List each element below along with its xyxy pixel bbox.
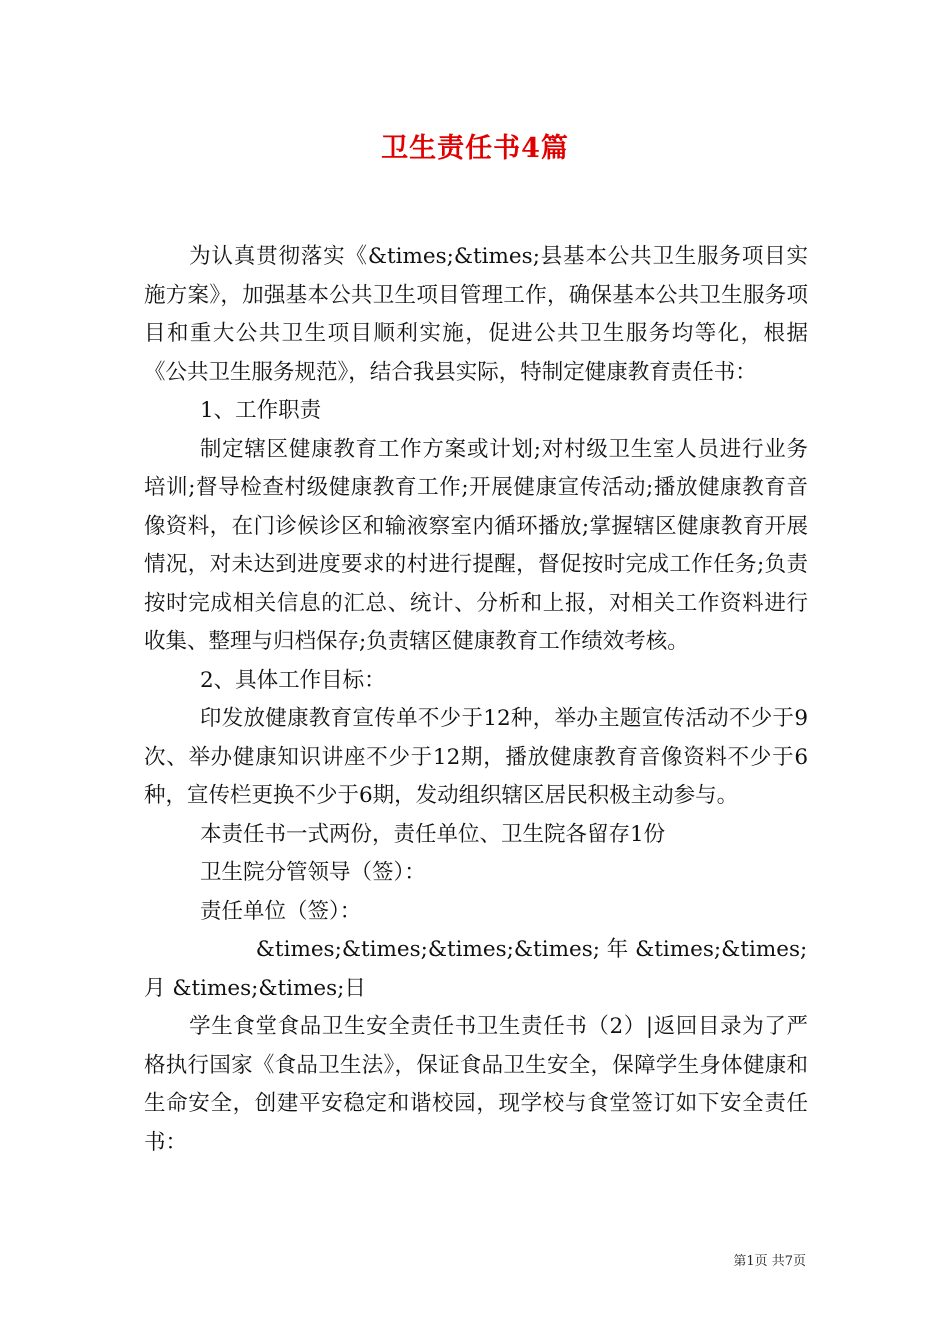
section-heading-targets: 2、具体工作目标：: [200, 667, 386, 693]
section-heading-duties: 1、工作职责: [200, 398, 322, 423]
page-number: 第1页 共7页: [733, 1254, 806, 1269]
next-section-paragraph: 学生食堂食品卫生安全责任书卫生责任书（2）|返回目录为了严格执行国家《食品卫生法》，保证食品卫生安全，保障学生身体健康和生命安全，创建平安稳定和谐校园，现学校与食堂签订如下安全责任书：: [144, 1014, 808, 1155]
document-title: 卫生责任书4篇: [381, 133, 569, 164]
unit-signature-line: 责任单位（签）：: [200, 898, 362, 924]
copies-note: 本责任书一式两份，责任单位、卫生院各留存1份: [200, 821, 666, 847]
duties-paragraph: 制定辖区健康教育工作方案或计划;对村级卫生室人员进行业务培训;督导检查村级健康教育工作;开展健康宣传活动;播放健康教育音像资料，在门诊候诊区和输液察室内循环播放;掌握辖区健康教育开展情况，对未达到进度要求的村进行提醒，督促按时完成工作任务;负责按时完成相关信息的汇总、统计、分析和上报，对相关工作资料进行收集、整理与归档保存;负责辖区健康教育工作绩效考核。: [144, 436, 808, 654]
intro-paragraph: 为认真贯彻落实《&times;&times;县基本公共卫生服务项目实施方案》，加强基本公共卫生项目管理工作，确保基本公共卫生服务项目和重大公共卫生项目顺利实施，促进公共卫生服务均等化，根据《公共卫生服务规范》，结合我县实际，特制定健康教育责任书：: [144, 244, 808, 385]
targets-paragraph: 印发放健康教育宣传单不少于12种，举办主题宣传活动不少于9次、举办健康知识讲座不少于12期，播放健康教育音像资料不少于6种，宣传栏更换不少于6期，发动组织辖区居民积极主动参与。: [144, 706, 808, 808]
date-line: &times;&times;&times;&times; 年 &times;&times; 月 &times;&times;日: [144, 937, 808, 1001]
document-body: [144, 238, 808, 1162]
hospital-signature-line: 卫生院分管领导（签）：: [200, 860, 426, 885]
